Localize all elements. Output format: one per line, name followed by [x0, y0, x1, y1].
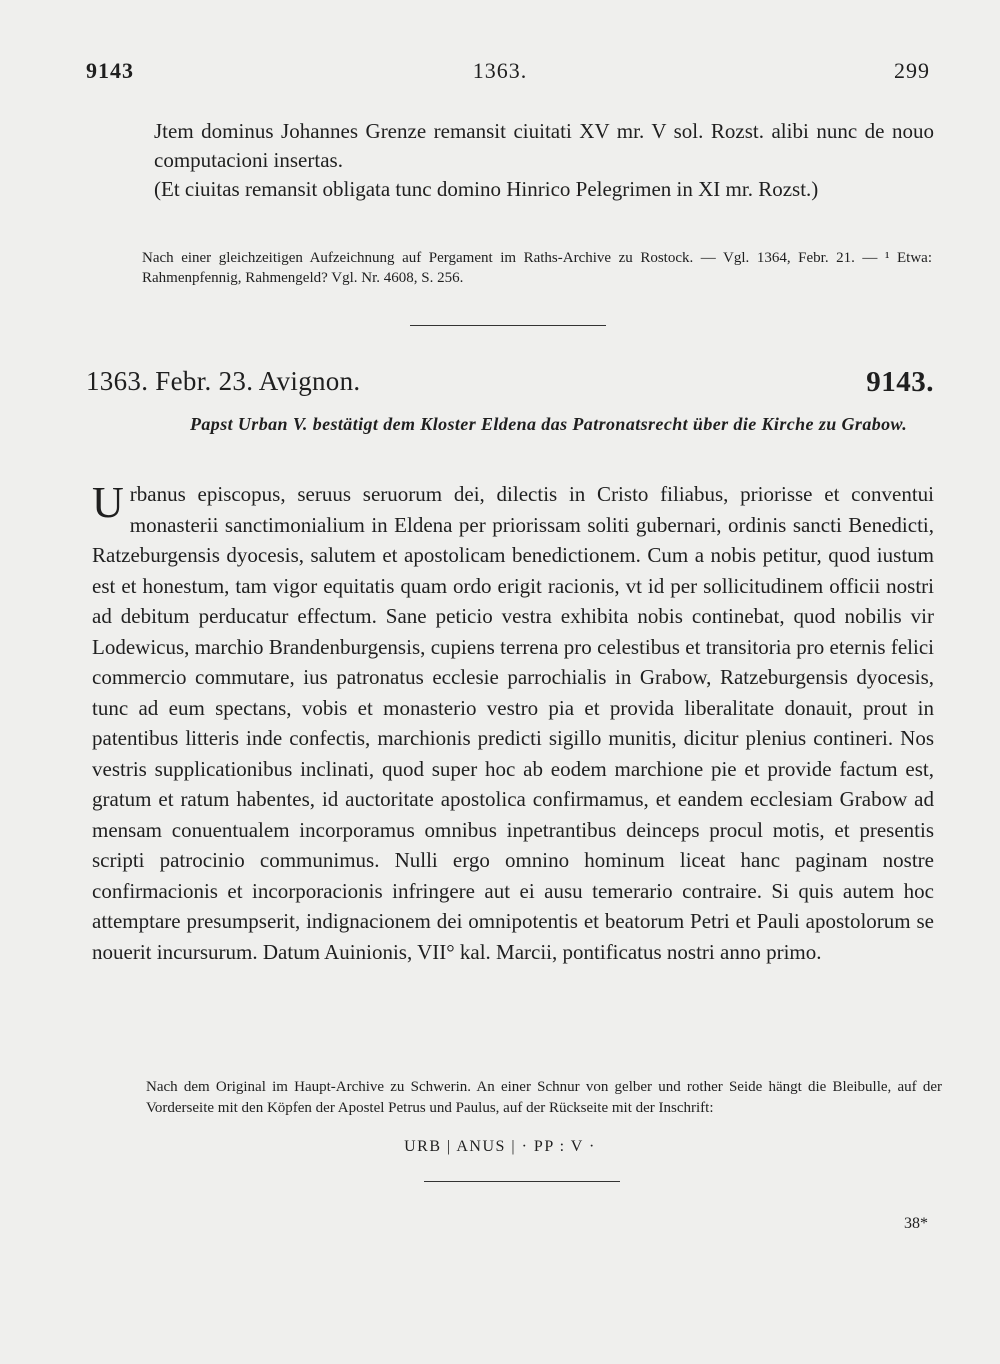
entry-date-place: 1363. Febr. 23. Avignon. [86, 366, 361, 396]
previous-entry-line-2: (Et ciuitas remansit obligata tunc domino Hinrico Pelegrimen in XI mr. Rozst.) [154, 177, 819, 201]
previous-entry-line-1: Jtem dominus Johannes Grenze remansit ciuitati XV mr. V sol. Rozst. alibi nunc de nouo computacioni insertas. [154, 119, 934, 172]
header-page-number: 299 [894, 58, 930, 83]
entry-summary: Papst Urban V. bestätigt dem Kloster Eldena das Patronatsrecht über die Kirche zu Grabow. [190, 414, 908, 434]
initial-letter: U [92, 478, 124, 527]
seal-inscription: URB | ANUS | · PP : V · [404, 1138, 596, 1155]
source-note-text: Nach dem Original im Haupt-Archive zu Schwerin. An einer Schnur von gelber und rother Seide hängt die Bleibulle, auf der Vorderseite mit den Köpfen der Apostel Petrus und Paulus, auf der Rückseite mit der Inschrift: [146, 1079, 942, 1116]
charter-body: rbanus episcopus, seruus seruorum dei, dilectis in Cristo filiabus, priorisse et conventui monasterii sanctimonialium in Eldena per priorissam soliti gubernari, ordinis sancti Benedicti, Ratzeburgensis dyocesis, salutem et apostolicam benedictionem. Cum a nobis petitur, quod iustum est et honestum, tam vigor equitatis quam ordo erigit racionis, vt id per sollicitudinem officii nostri ad debitum perducatur effectum. Sane peticio vestra exhibita nobis continebat, quod nobilis vir Lodewicus, marchio Brandenburgensis, cupiens terrena pro celestibus et transitoria pro eternis felici commercio commutare, ius patronatus ecclesie parrochialis in Grabow, Ratzeburgensis dyocesis, tunc ad eum spectans, vobis et monasterio vestro pia et provida liberalitate donauit, prout in patentibus litteris inde confectis, marchionis predicti sigillo munitis, dicitur plenius contineri. Nos vestris supplicationibus inclinati, quod super hoc ab eodem marchione pie et provide factum est, gratum et ratum habentes, id auctoritate apostolica confirmamus, et eandem ecclesiam Grabow ad mensam conuentualem incorporamus omnibus inpetrantibus deinceps procul motis, et presentis scripti patrocinio communimus. Nulli ergo omnino hominum liceat hanc paginam nostre confirmacionis et incorporacionis infringere aut ei ausu temerario contraire. Si quis autem hoc attemptare presumpserit, indignacionem dei omnipotentis et beatorum Petri et Pauli apostolorum se nouerit incursurum. Datum Auinionis, VII° kal. Marcii, pontificatus nostri anno primo. [92, 482, 934, 964]
previous-entry-note-text: Nach einer gleichzeitigen Aufzeichnung auf Pergament im Raths-Archive zu Rostock. — Vgl. 1364, Febr. 21. — ¹ Etwa: Rahmenpfennig, Rahmengeld? Vgl. Nr. 4608, S. 256. [142, 250, 932, 286]
header-document-number: 9143 [86, 58, 134, 83]
closing-divider [424, 1181, 620, 1182]
entry-heading [86, 366, 934, 400]
charter-text [92, 479, 934, 967]
source-note [108, 1077, 942, 1119]
entry-number: 9143. [866, 366, 934, 398]
previous-entry-note [96, 248, 932, 288]
previous-entry-text [88, 117, 934, 204]
signature-mark: 38* [904, 1215, 928, 1232]
header-year: 1363. [472, 58, 528, 83]
section-divider [410, 325, 606, 326]
